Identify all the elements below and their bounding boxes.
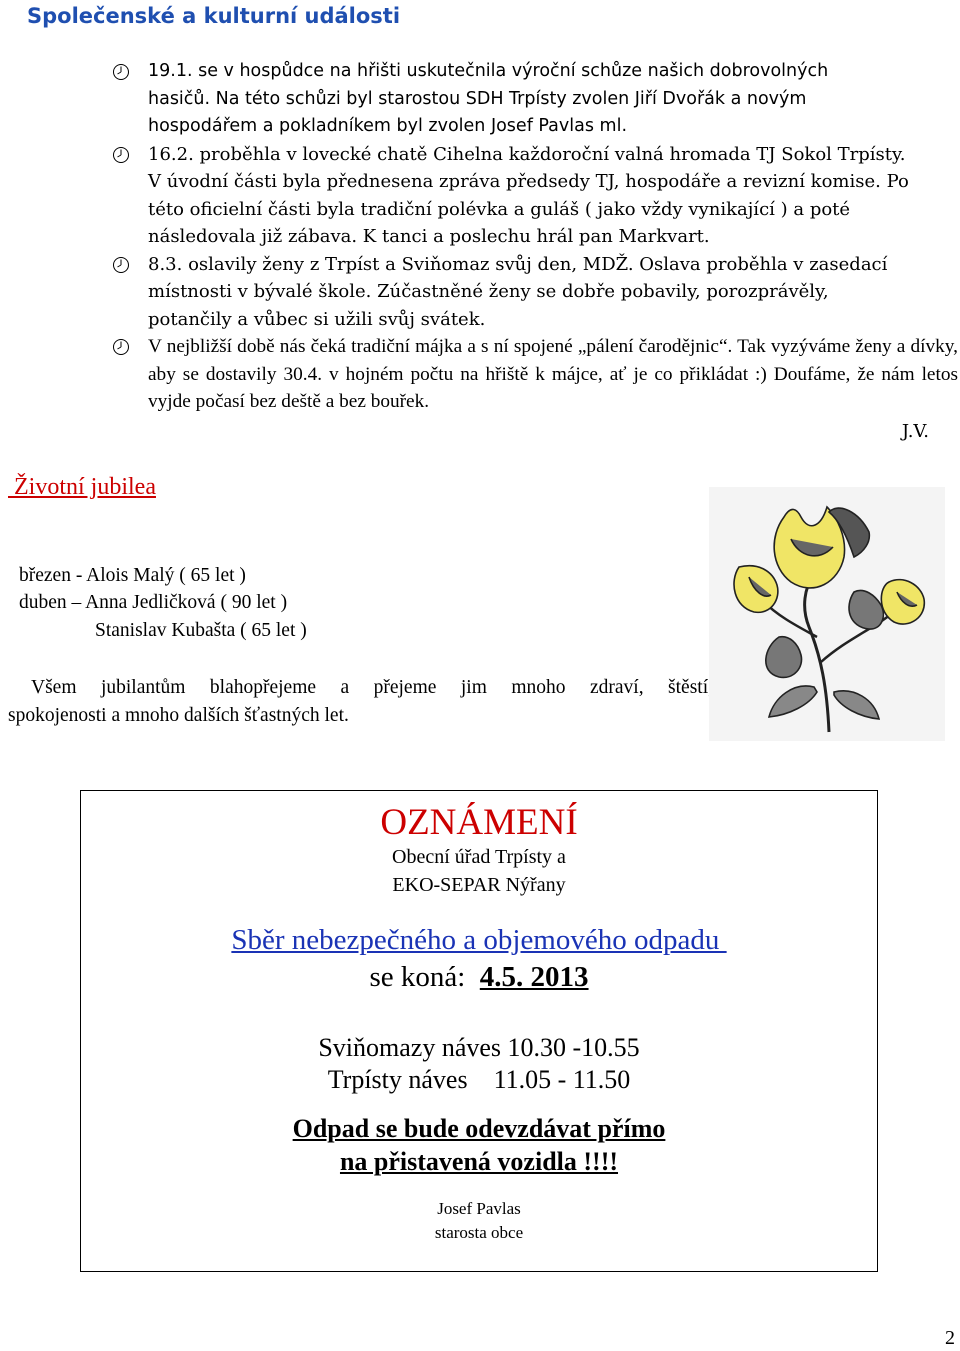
jubilee-wishes [8,674,713,729]
event-item [112,58,960,141]
event-line: hospodářem a pokladníkem byl zvolen Josef Pavlas ml. [148,116,628,136]
notice-box [80,790,878,1272]
wish-line: spokojenosti a mnoho dalších šťastných let. [8,704,349,726]
date-prefix: se koná: [369,961,480,993]
event-line: 19.1. se v hospůdce na hřišti uskutečnila výroční schůze našich dobrovolných [148,61,829,81]
jubilee-line: Stanislav Kubašta ( 65 let ) [95,620,307,641]
notice-heading: OZNÁMENÍ [380,802,578,843]
wish-line: Všem jubilantům blahopřejeme a přejeme jim mnoho zdraví, štěstí, [31,677,713,698]
clock-icon [112,63,130,81]
event-item [112,141,960,251]
jubilee-line: březen - Alois Malý ( 65 let ) [19,565,246,586]
event-line: V úvodní části byla přednesena zpráva předsedy TJ, hospodáře a revizní komise. Po [148,171,909,192]
clock-icon [112,146,130,164]
event-item [112,251,960,334]
notice-warning: Odpad se bude odevzdávat přímo [292,1114,666,1143]
section-title-events: Společenské a kulturní události [27,4,401,28]
schedule-line: Trpísty náves 11.05 - 11.50 [327,1065,631,1094]
flower-illustration [709,487,945,741]
section-title-jubilee: Životní jubilea [8,474,156,500]
signer-name: Josef Pavlas [437,1199,521,1218]
events-list [112,58,960,416]
jubilee-line: duben – Anna Jedličková ( 90 let ) [19,592,288,613]
event-line: této oficielní části byla tradiční polévka a guláš ( jako vždy vynikající ) a poté [148,198,851,220]
event-paragraph: V nejbližší době nás čeká tradiční májka a s ní spojené „pálení čarodějnic“. Tak vyzýváme ženy a dívky, aby se dostavily 30.4. v hojném počtu na hřiště k májce, ať je co přikládat :) Doufáme, že nám letos vyjde počasí bez deště a bez bouřek. [148,336,958,412]
event-line: hasičů. Na této schůzi byl starostou SDH Trpísty zvolen Jiří Dvořák a novým [148,88,807,109]
notice-organizer: EKO-SEPAR Nýřany [392,874,566,896]
notice-warning: na přistavená vozidla !!!! [339,1147,619,1176]
clock-icon [112,338,130,356]
event-line: místnosti v bývalé škole. Zúčastněné ženy se dobře pobavily, porozprávěly, [148,281,829,302]
event-date: 4.5. 2013 [479,961,589,993]
page-number: 2 [945,1327,955,1349]
signer-role: starosta obce [434,1223,524,1242]
event-line: potančily a vůbec si užili svůj svátek. [148,308,486,330]
event-line: 16.2. proběhla v lovecké chatě Cihelna každoroční valná hromada TJ Sokol Trpísty. [148,143,906,165]
notice-organizer: Obecní úřad Trpísty a [392,846,566,868]
event-item [112,333,960,416]
event-line: následovala již zábava. K tanci a poslechu hrál pan Markvart. [148,226,710,247]
event-line: 8.3. oslavily ženy z Trpíst a Sviňomaz svůj den, MDŽ. Oslava proběhla v zasedací [148,253,888,275]
notice-event-title: Sběr nebezpečného a objemového odpadu [231,924,727,956]
author-signature: J.V. [901,421,929,442]
clock-icon [112,256,130,274]
schedule-line: Sviňomazy náves 10.30 -10.55 [318,1033,640,1062]
notice-date-line [81,961,877,994]
